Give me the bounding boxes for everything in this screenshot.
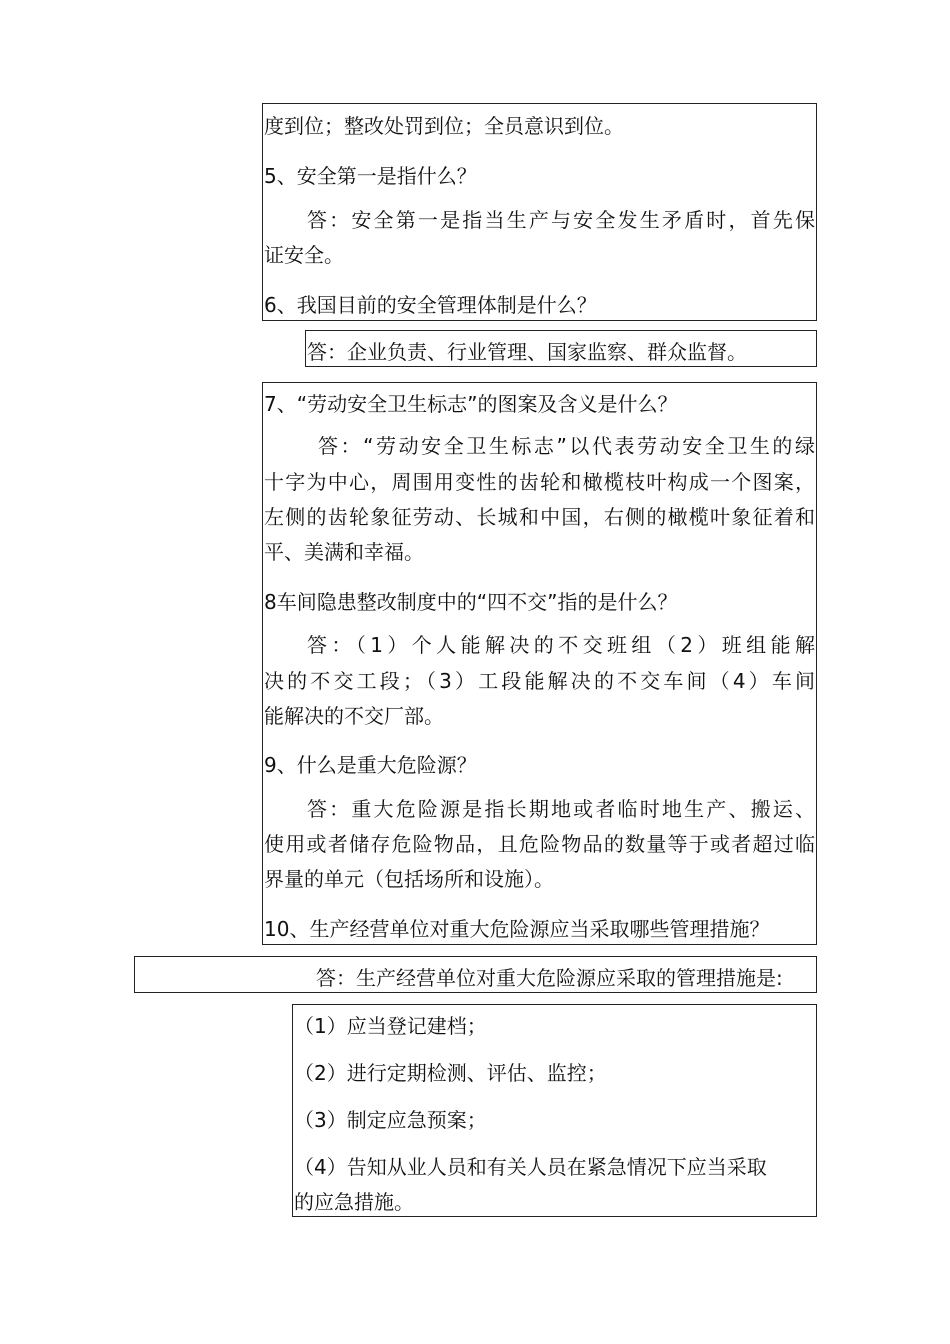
text-line: 度到位；整改处罚到位；全员意识到位。 xyxy=(264,114,624,138)
answer-9-line-2: 使用或者储存危险物品，且危险物品的数量等于或者超过临 xyxy=(264,832,815,856)
answer-8-line-3: 能解决的不交厂部。 xyxy=(264,704,444,728)
answer-box-3 xyxy=(262,382,817,945)
measure-2: （2）进行定期检测、评估、监控； xyxy=(294,1061,607,1085)
answer-7-line-2: 十字为中心，周围用变性的齿轮和橄榄枝叶构成一个图案， xyxy=(264,470,815,494)
answer-9-line-1: 答：重大危险源是指长期地或者临时地生产、搬运、 xyxy=(307,797,815,821)
answer-7-line-4: 平、美满和幸福。 xyxy=(264,540,424,564)
answer-8-line-1: 答：（1）个人能解决的不交班组（2）班组能解 xyxy=(307,633,815,657)
measure-3: （3）制定应急预案； xyxy=(294,1108,487,1132)
question-6: 6、我国目前的安全管理体制是什么？ xyxy=(264,293,597,317)
answer-7-line-1: 答：“劳动安全卫生标志”以代表劳动安全卫生的绿 xyxy=(318,434,815,458)
question-8: 8车间隐患整改制度中的“四不交”指的是什么？ xyxy=(264,590,678,614)
measure-4-line-2: 的应急措施。 xyxy=(294,1190,414,1214)
question-5: 5、安全第一是指什么？ xyxy=(264,164,477,188)
question-9: 9、什么是重大危险源？ xyxy=(264,753,477,777)
question-7: 7、“劳动安全卫生标志”的图案及含义是什么？ xyxy=(264,392,678,416)
measure-1: （1）应当登记建档； xyxy=(294,1014,487,1038)
answer-8-line-2: 决的不交工段；（3）工段能解决的不交车间（4）车间 xyxy=(264,669,815,693)
question-10: 10、生产经营单位对重大危险源应当采取哪些管理措施？ xyxy=(264,917,770,941)
answer-5-line-1: 答：安全第一是指当生产与安全发生矛盾时，首先保 xyxy=(307,208,815,232)
answer-6: 答：企业负责、行业管理、国家监察、群众监督。 xyxy=(307,340,747,364)
answer-9-line-3: 界量的单元（包括场所和设施）。 xyxy=(264,867,554,891)
answer-10-intro: 答：生产经营单位对重大危险源应采取的管理措施是: xyxy=(316,966,783,990)
answer-7-line-3: 左侧的齿轮象征劳动、长城和中国，右侧的橄榄叶象征着和 xyxy=(264,505,815,529)
measure-4-line-1: （4）告知从业人员和有关人员在紧急情况下应当采取 xyxy=(294,1155,767,1179)
answer-5-line-2: 证安全。 xyxy=(264,243,344,267)
